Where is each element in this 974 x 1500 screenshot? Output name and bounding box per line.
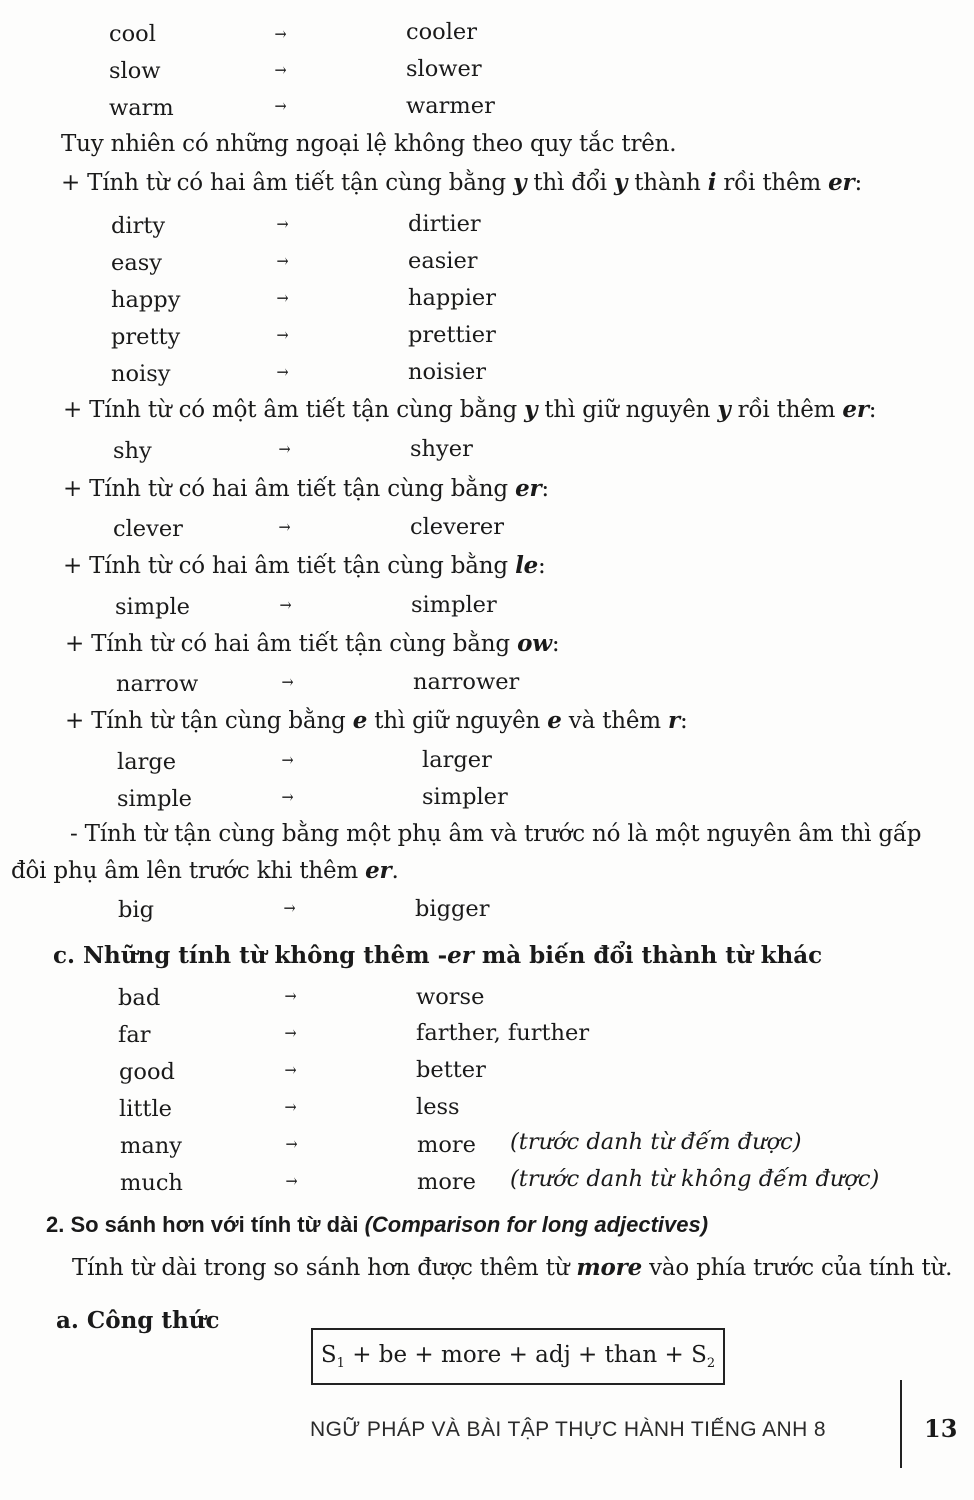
comparative-word: warmer [406,93,495,119]
comparative-word: more [417,1132,476,1158]
base-word: many [120,1133,182,1159]
comparative-word: larger [422,747,492,773]
usage-note: (trước danh từ đếm được) [510,1129,802,1155]
arrow-icon: → [281,672,294,693]
arrow-icon: → [276,214,289,235]
base-word: far [118,1022,151,1048]
comparative-word: simpler [411,592,497,618]
rule-two-syllable-y: + Tính từ có hai âm tiết tận cùng bằng y thì đổi y thành i rồi thêm er: [61,169,863,196]
arrow-icon: → [281,750,294,771]
base-word: easy [111,250,162,276]
arrow-icon: → [285,1171,298,1192]
exception-note: Tuy nhiên có những ngoại lệ không theo quy tắc trên. [61,131,677,157]
rule-double-consonant-line2: đôi phụ âm lên trước khi thêm er. [11,857,399,884]
comparative-word: noisier [408,359,487,385]
comparative-word: bigger [415,896,490,922]
rule-one-syllable-y: + Tính từ có một âm tiết tận cùng bằng y thì giữ nguyên y rồi thêm er: [63,396,877,423]
arrow-icon: → [274,24,287,45]
comparative-word: easier [408,248,478,274]
comparative-word: less [416,1094,460,1120]
arrow-icon: → [274,96,287,117]
comparative-word: better [416,1057,486,1083]
base-word: much [120,1170,183,1196]
arrow-icon: → [285,1134,298,1155]
footer-divider [900,1380,902,1468]
arrow-icon: → [284,1060,297,1081]
arrow-icon: → [276,251,289,272]
arrow-icon: → [284,986,297,1007]
comparative-word: happier [408,285,496,311]
formula-box [311,1328,725,1385]
base-word: little [119,1096,172,1122]
arrow-icon: → [284,1023,297,1044]
arrow-icon: → [274,60,287,81]
base-word: good [119,1059,175,1085]
base-word: clever [113,516,183,542]
arrow-icon: → [279,595,292,616]
base-word: pretty [111,324,181,350]
page-number: 13 [924,1414,958,1443]
base-word: big [118,897,155,923]
section-2-heading: 2. So sánh hơn với tính từ dài (Comparison for long adjectives) [46,1212,709,1237]
comparative-word: farther, further [416,1020,590,1046]
book-title: NGỮ PHÁP VÀ BÀI TẬP THỰC HÀNH TIẾNG ANH 8 [310,1418,826,1441]
comparative-word: simpler [422,784,508,810]
rule-two-syllable-ow: + Tính từ có hai âm tiết tận cùng bằng ow: [65,630,560,657]
comparative-word: dirtier [408,211,481,237]
comparative-word: cleverer [410,514,504,540]
base-word: large [117,749,177,775]
base-word: simple [117,786,192,812]
formula-subheading: a. Công thức [56,1307,220,1334]
comparative-word: slower [406,56,482,82]
comparative-word: shyer [410,436,473,462]
arrow-icon: → [276,325,289,346]
base-word: bad [118,985,161,1011]
base-word: slow [109,58,161,84]
base-word: simple [115,594,190,620]
rule-ending-e: + Tính từ tận cùng bằng e thì giữ nguyên e và thêm r: [65,707,688,734]
arrow-icon: → [276,288,289,309]
comparative-word: worse [416,984,485,1010]
formula-text: $S_1$ + be + more + adj + than + $S_2$ [320,1342,716,1371]
arrow-icon: → [278,517,291,538]
base-word: dirty [111,213,166,239]
arrow-icon: → [284,1097,297,1118]
arrow-icon: → [278,439,291,460]
rule-double-consonant-line1: - Tính từ tận cùng bằng một phụ âm và trước nó là một nguyên âm thì gấp [70,821,922,847]
section-2-description: Tính từ dài trong so sánh hơn được thêm từ more vào phía trước của tính từ. [72,1254,953,1281]
comparative-word: prettier [408,322,496,348]
base-word: cool [109,21,156,47]
rule-two-syllable-er: + Tính từ có hai âm tiết tận cùng bằng er: [63,475,549,502]
section-c-heading: c. Những tính từ không thêm -er mà biến đổi thành từ khác [53,942,823,969]
arrow-icon: → [276,362,289,383]
usage-note: (trước danh từ không đếm được) [510,1166,880,1192]
base-word: warm [109,95,174,121]
arrow-icon: → [281,787,294,808]
comparative-word: narrower [413,669,520,695]
base-word: happy [111,287,181,313]
base-word: shy [113,438,152,464]
comparative-word: cooler [406,19,477,45]
arrow-icon: → [283,898,296,919]
rule-two-syllable-le: + Tính từ có hai âm tiết tận cùng bằng le: [63,552,546,579]
base-word: noisy [111,361,171,387]
base-word: narrow [116,671,199,697]
comparative-word: more [417,1169,476,1195]
